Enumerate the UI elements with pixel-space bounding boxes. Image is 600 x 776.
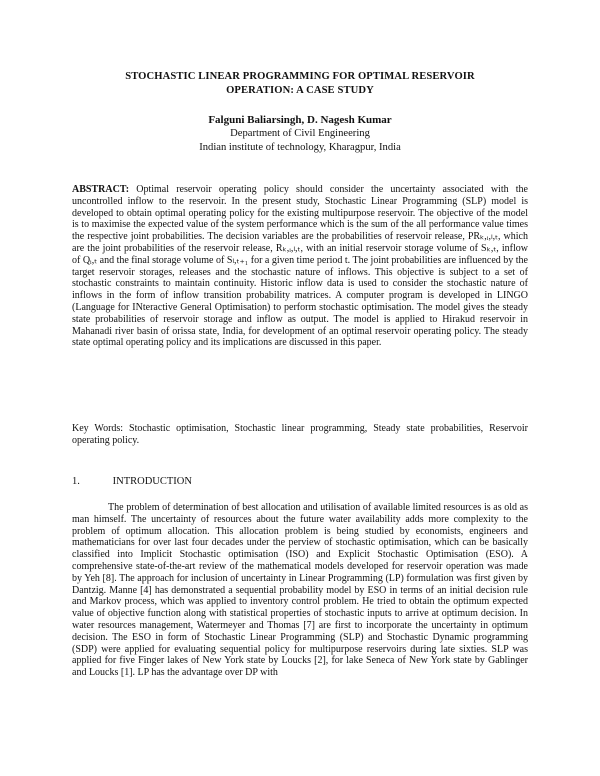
abstract-text: Optimal reservoir operating policy should consider the uncertainty associated with the uncontrolled inflow to the reservoir. In the present study, Stochastic Linear Programming (SLP) model is developed to obtain optimal operating policy for the existing multipurpose reservoir. The objective of the model is to maximise the expected value of the system performance which is the sum of the all performance value times the respective joint probabilities. The decision variables are the probabilities of reservoir release, PRₖ,ᵢ,ₗ,ₜ, which are the joint probabilities of the reservoir release, Rₖ,ᵢ,ₗ,ₜ, with an initial reservoir storage volume of Sₖ,ₜ, inflow of Qᵢ,ₜ and the final storage volume of Sₗ,ₜ₊₁ for a given time period t. The joint probabilities are influenced by the target reservoir storages, releases and the stochastic nature of inflows. This objective is subject to a set of stochastic constraints to maintain continuity. Historic inflow data is used to consider the stochastic nature of inflows in the form of inflow transition probability matrices. A computer program is developed in LINGO (Language for INteractive General Optimisation) to perform stochastic optimisation. The model gives the steady state probabilities of reservoir storage and inflow as output. The model is applied to Hirakud reservoir in Mahanadi river basin of orissa state, India, for development of an optimal reservoir operating policy. The steady state optimal operating policy and its implications are discussed in this paper. xyxy=(72,184,528,349)
title-line-1: STOCHASTIC LINEAR PROGRAMMING FOR OPTIMAL RESERVOIR xyxy=(125,71,475,82)
introduction-paragraph: The problem of determination of best allocation and utilisation of available limited resources is as old as man himself. The uncertainty of resources about the future water availability adds more complexity to the problem of optimum allocation. This allocation problem is being studied by economists, engineers and mathematicians for over last four decades under the perview of stochastic optimisation, which can be basically classified into Implicit Stochastic optimisation (ISO) and Explicit Stochastic Optimisation (ESO). A comprehensive state-of-the-art review of the mathematical models developed for reservoir operation was made by Yeh [8]. The approach for inclusion of uncertainty in Linear Programming (LP) formulation was first given by Dantzig. Manne [4] has demonstrated a sequential probability model by ESO in terms of an initial decision rule and Markov process, which was applied to inventory control problem. He tried to obtain the optimum expected value of objective function along with statistical properties of stochastic inputs to arrive at optimum decision. In water resources management, Watermeyer and Thomas [7] are first to incorporate the uncertainty in optimum decision. The ESO in form of Stochastic Linear Programming (SLP) and Stochastic Dynamic programming (SDP) were applied for evaluating sequential policy for multipurpose reservoirs during late sixties. SLP was applied for five Finger lakes of New York state by Loucks [2], for lake Seneca of New York state by Gablinger and Loucks [1]. LP has the advantage over DP with xyxy=(72,502,528,679)
keywords: Key Words: Stochastic optimisation, Stochastic linear programming, Steady state probabilities, Reservoir operating policy. xyxy=(72,423,528,446)
department: Department of Civil Engineering xyxy=(230,128,370,139)
abstract-label: ABSTRACT: xyxy=(72,184,130,195)
institute: Indian institute of technology, Kharagpur, India xyxy=(199,141,401,153)
title-line-2: OPERATION: A CASE STUDY xyxy=(226,85,374,96)
abstract xyxy=(72,184,528,349)
authors: Falguni Baliarsingh, D. Nagesh Kumar xyxy=(208,114,392,126)
section-number: 1. xyxy=(72,476,80,487)
paper-title xyxy=(72,70,528,98)
section-title: INTRODUCTION xyxy=(112,476,192,487)
affiliation xyxy=(72,127,528,154)
section-heading xyxy=(72,476,528,487)
